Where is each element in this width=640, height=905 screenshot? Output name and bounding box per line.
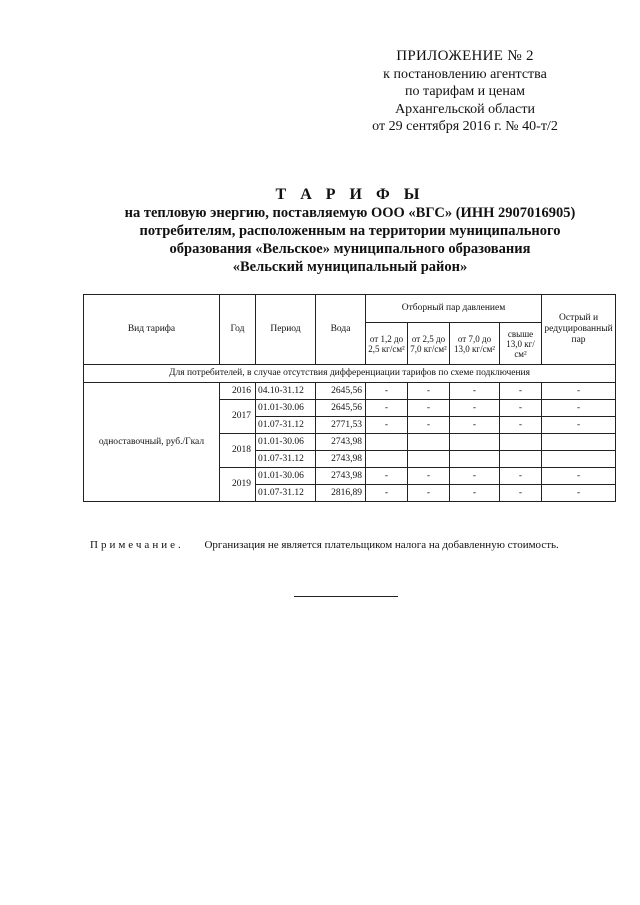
pressure-4-cell <box>500 451 542 468</box>
pressure-4-cell: - <box>500 400 542 417</box>
tariff-table <box>83 294 616 502</box>
water-cell: 2771,53 <box>316 417 366 434</box>
pressure-2-cell: - <box>408 468 450 485</box>
pressure-4-cell: - <box>500 468 542 485</box>
water-cell: 2743,98 <box>316 451 366 468</box>
header-row-1 <box>84 295 616 323</box>
pressure-1-cell <box>366 451 408 468</box>
heading-line-2: потребителям, расположенным на территории муниципального <box>139 223 561 239</box>
water-cell: 2743,98 <box>316 434 366 451</box>
pressure-1-cell: - <box>366 468 408 485</box>
pressure-2-cell <box>408 451 450 468</box>
period-cell: 01.01-30.06 <box>256 434 316 451</box>
year-cell: 2019 <box>220 468 256 502</box>
pressure-3-cell <box>450 451 500 468</box>
header-period: Период <box>256 295 316 365</box>
sharp-steam-cell: - <box>542 383 616 400</box>
water-cell: 2645,56 <box>316 400 366 417</box>
pressure-3-cell <box>450 434 500 451</box>
pressure-4-cell: - <box>500 417 542 434</box>
note-label: Примечание. <box>90 539 184 551</box>
pressure-2-cell <box>408 434 450 451</box>
year-cell: 2016 <box>220 383 256 400</box>
pressure-1-cell: - <box>366 383 408 400</box>
appendix-line-3: Архангельской области <box>395 101 535 117</box>
pressure-3-cell: - <box>450 417 500 434</box>
header-pressure-4: свыше 13,0 кг/см² <box>500 323 542 365</box>
pressure-1-cell: - <box>366 417 408 434</box>
period-cell: 04.10-31.12 <box>256 383 316 400</box>
header-pressure-1: от 1,2 до 2,5 кг/см² <box>366 323 408 365</box>
condition-text: Для потребителей, в случае отсутствия дифференциации тарифов по схеме подключения <box>84 365 616 383</box>
pressure-2-cell: - <box>408 400 450 417</box>
pressure-4-cell: - <box>500 383 542 400</box>
period-cell: 01.01-30.06 <box>256 400 316 417</box>
pressure-2-cell: - <box>408 485 450 502</box>
heading-line-4: «Вельский муниципальный район» <box>232 259 468 275</box>
pressure-3-cell: - <box>450 485 500 502</box>
period-cell: 01.07-31.12 <box>256 417 316 434</box>
note-text: Организация не является плательщиком налога на добавленную стоимость. <box>204 539 559 551</box>
appendix-line-1: к постановлению агентства <box>383 66 547 82</box>
sharp-steam-cell <box>542 434 616 451</box>
header-pressure-2: от 2,5 до 7,0 кг/см² <box>408 323 450 365</box>
sharp-steam-cell: - <box>542 468 616 485</box>
note <box>90 539 559 551</box>
sharp-steam-cell: - <box>542 417 616 434</box>
appendix-line-2: по тарифам и ценам <box>405 84 525 99</box>
water-cell: 2743,98 <box>316 468 366 485</box>
pressure-1-cell: - <box>366 400 408 417</box>
condition-row <box>84 365 616 383</box>
sharp-steam-cell <box>542 451 616 468</box>
tariff-type-cell: одноставочный, руб./Гкал <box>84 383 220 502</box>
water-cell: 2816,89 <box>316 485 366 502</box>
header-water: Вода <box>316 295 366 365</box>
pressure-3-cell: - <box>450 400 500 417</box>
header-year: Год <box>220 295 256 365</box>
pressure-4-cell: - <box>500 485 542 502</box>
header-sharp-steam: Острый и редуцированный пар <box>542 295 616 365</box>
heading-line-3: образования «Вельское» муниципального образования <box>169 241 531 257</box>
pressure-1-cell: - <box>366 485 408 502</box>
water-cell: 2645,56 <box>316 383 366 400</box>
year-cell: 2017 <box>220 400 256 434</box>
document-title: Т А Р И Ф Ы <box>275 186 425 203</box>
header-tariff-type: Вид тарифа <box>84 295 220 365</box>
appendix-line-4: от 29 сентября 2016 г. № 40-т/2 <box>372 119 558 134</box>
appendix-title: ПРИЛОЖЕНИЕ № 2 <box>396 48 534 64</box>
period-cell: 01.01-30.06 <box>256 468 316 485</box>
pressure-2-cell: - <box>408 383 450 400</box>
table-row <box>84 383 616 400</box>
appendix-block <box>330 48 600 136</box>
document-heading <box>60 186 640 276</box>
header-pressure-3: от 7,0 до 13,0 кг/см² <box>450 323 500 365</box>
sharp-steam-cell: - <box>542 485 616 502</box>
closing-divider <box>294 596 398 597</box>
heading-line-1: на тепловую энергию, поставляемую ООО «ВГС» (ИНН 2907016905) <box>124 205 576 221</box>
pressure-3-cell: - <box>450 468 500 485</box>
pressure-1-cell <box>366 434 408 451</box>
header-steam-group: Отборный пар давлением <box>366 295 542 323</box>
year-cell: 2018 <box>220 434 256 468</box>
pressure-2-cell: - <box>408 417 450 434</box>
pressure-4-cell <box>500 434 542 451</box>
pressure-3-cell: - <box>450 383 500 400</box>
sharp-steam-cell: - <box>542 400 616 417</box>
period-cell: 01.07-31.12 <box>256 451 316 468</box>
period-cell: 01.07-31.12 <box>256 485 316 502</box>
